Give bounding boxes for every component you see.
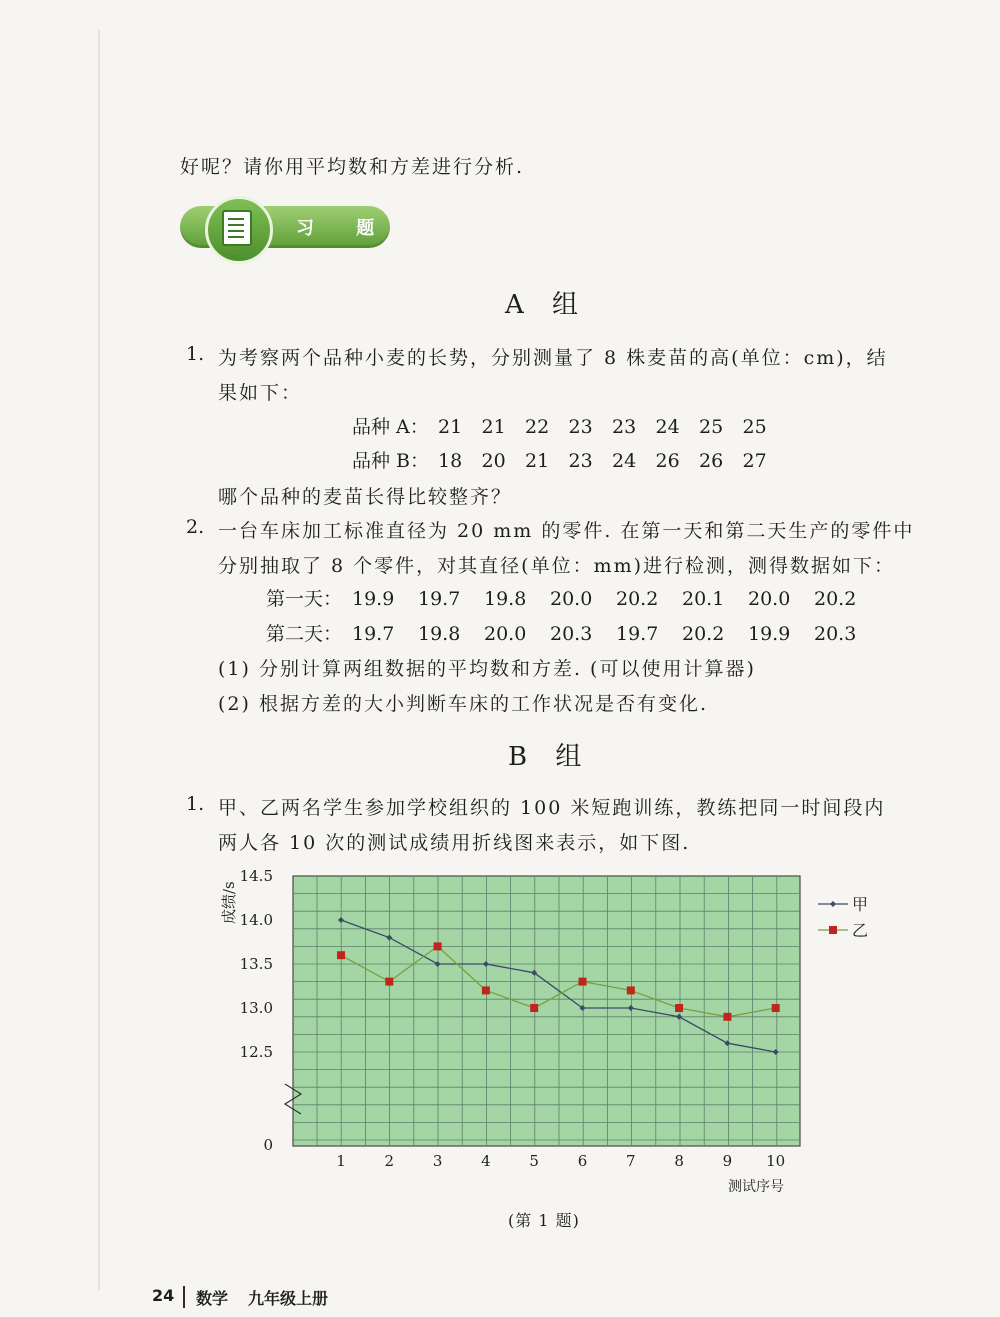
data-value: 24 xyxy=(612,450,637,472)
question-text: 为考察两个品种小麦的长势，分别测量了 8 株麦苗的高(单位：cm)，结 xyxy=(218,347,888,369)
exercise-badge-label: 习 题 xyxy=(296,218,393,239)
x-tick-label: 2 xyxy=(384,1152,395,1170)
data-point xyxy=(579,978,587,986)
book-title: 数学 xyxy=(196,1289,229,1308)
data-value: 26 xyxy=(655,450,680,472)
data-value: 25 xyxy=(742,416,767,438)
data-value: 25 xyxy=(699,416,724,438)
data-value: 19.8 xyxy=(418,623,461,645)
y-axis-label: 成绩/s xyxy=(220,881,238,924)
data-point xyxy=(675,1004,683,1012)
row-label: 品种 A： xyxy=(352,416,429,438)
question-text: 果如下： xyxy=(218,382,303,404)
page-number: 24 xyxy=(152,1286,175,1305)
figure-caption: (第 1 题) xyxy=(508,1211,580,1230)
data-value: 21 xyxy=(481,416,506,438)
data-point xyxy=(434,942,442,950)
data-value: 19.7 xyxy=(616,623,659,645)
data-value: 22 xyxy=(525,416,550,438)
x-tick-label: 7 xyxy=(626,1152,636,1170)
data-value: 23 xyxy=(612,416,637,438)
x-tick-label: 4 xyxy=(481,1152,491,1170)
intro-text: 好呢？请你用平均数和方差进行分析. xyxy=(180,156,525,178)
data-value: 20.2 xyxy=(814,588,857,610)
legend-label: 甲 xyxy=(852,895,869,914)
footer-divider xyxy=(183,1286,185,1308)
data-value: 18 xyxy=(438,450,463,472)
legend-label: 乙 xyxy=(852,921,869,940)
page-edge xyxy=(98,30,100,1290)
sub-question: (2) 根据方差的大小判断车床的工作状况是否有变化. xyxy=(218,693,708,715)
legend-marker xyxy=(830,901,836,907)
data-value: 21 xyxy=(438,416,463,438)
question-number: 1. xyxy=(186,793,205,815)
data-value: 19.7 xyxy=(418,588,461,610)
x-axis-label: 测试序号 xyxy=(728,1179,784,1195)
data-value: 20.3 xyxy=(814,623,857,645)
data-value: 20.0 xyxy=(748,588,791,610)
group-b-title: B 组 xyxy=(508,742,592,772)
y-tick-label: 14.0 xyxy=(239,911,273,929)
data-row xyxy=(266,584,880,611)
data-point xyxy=(772,1004,780,1012)
x-tick-label: 1 xyxy=(336,1152,346,1170)
data-point xyxy=(627,986,635,994)
x-tick-label: 8 xyxy=(674,1152,684,1170)
question-number: 2. xyxy=(186,516,205,538)
row-label: 品种 B： xyxy=(352,450,430,472)
data-value: 21 xyxy=(525,450,550,472)
data-value: 19.8 xyxy=(484,588,527,610)
book-volume: 九年级上册 xyxy=(248,1289,329,1308)
data-value: 26 xyxy=(699,450,724,472)
data-value: 23 xyxy=(568,416,593,438)
question-text: 分别抽取了 8 个零件，对其直径(单位：mm)进行检测，测得数据如下： xyxy=(218,555,896,577)
data-value: 20.1 xyxy=(682,588,725,610)
data-point xyxy=(385,978,393,986)
data-value: 20.3 xyxy=(550,623,593,645)
x-tick-label: 10 xyxy=(766,1152,786,1170)
group-a-title: A 组 xyxy=(505,290,589,320)
question-number: 1. xyxy=(186,343,205,365)
data-point xyxy=(337,951,345,959)
sub-question: (1) 分别计算两组数据的平均数和方差. (可以使用计算器) xyxy=(218,658,756,680)
data-value: 20 xyxy=(481,450,506,472)
data-value: 23 xyxy=(568,450,593,472)
badge-arrow-icon xyxy=(229,255,241,261)
data-value: 20.2 xyxy=(616,588,659,610)
data-value: 20.0 xyxy=(550,588,593,610)
question-text: 甲、乙两名学生参加学校组织的 100 米短跑训练，教练把同一时间段内 xyxy=(218,797,886,819)
x-tick-label: 6 xyxy=(577,1152,588,1170)
data-value: 24 xyxy=(655,416,680,438)
question-text: 一台车床加工标准直径为 20 mm 的零件. 在第一天和第二天生产的零件中 xyxy=(218,520,915,542)
notebook-icon xyxy=(222,210,252,246)
data-row xyxy=(266,619,880,646)
x-tick-label: 5 xyxy=(529,1152,539,1170)
data-value: 19.9 xyxy=(748,623,791,645)
plot-area xyxy=(293,876,800,1146)
data-value: 20.0 xyxy=(484,623,527,645)
legend-marker xyxy=(829,926,837,934)
data-value: 27 xyxy=(742,450,767,472)
data-point xyxy=(723,1013,731,1021)
data-point xyxy=(530,1004,538,1012)
y-tick-label: 13.0 xyxy=(239,999,273,1017)
question-text: 两人各 10 次的测试成绩用折线图来表示，如下图. xyxy=(218,832,691,854)
y-tick-label: 0 xyxy=(263,1136,273,1154)
x-tick-label: 3 xyxy=(432,1152,443,1170)
x-tick-label: 9 xyxy=(722,1152,733,1170)
y-tick-label: 12.5 xyxy=(239,1043,273,1061)
y-tick-label: 13.5 xyxy=(239,955,273,973)
data-row xyxy=(352,446,786,473)
y-tick-label: 14.5 xyxy=(239,867,273,885)
data-point xyxy=(482,986,490,994)
line-chart xyxy=(200,862,900,1202)
row-label: 第一天： xyxy=(266,588,343,610)
data-value: 20.2 xyxy=(682,623,725,645)
row-label: 第二天： xyxy=(266,623,343,645)
data-row xyxy=(352,412,786,439)
data-value: 19.9 xyxy=(352,588,395,610)
question-text: 哪个品种的麦苗长得比较整齐？ xyxy=(218,486,513,508)
data-value: 19.7 xyxy=(352,623,395,645)
